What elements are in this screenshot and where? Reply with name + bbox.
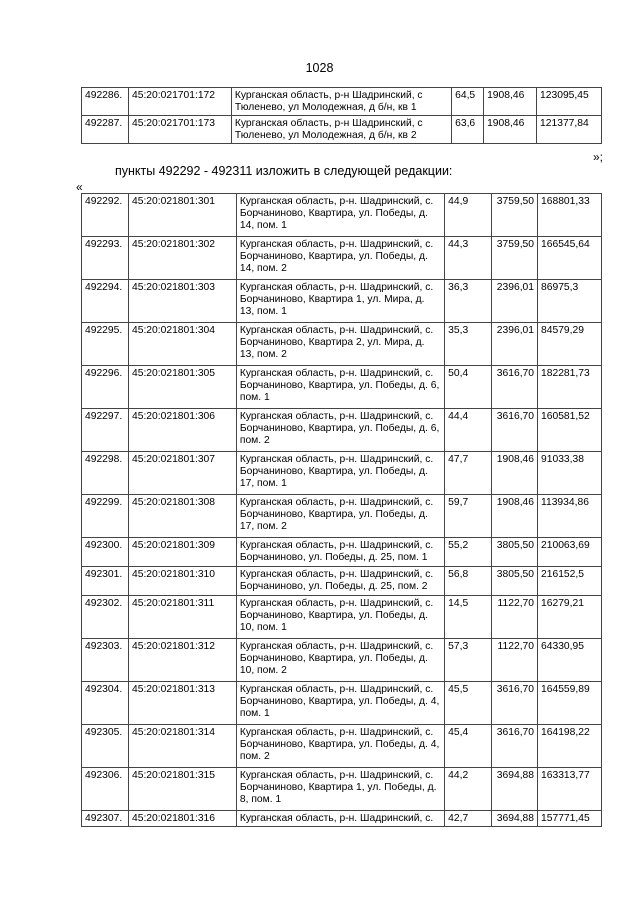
table-row xyxy=(82,452,602,495)
cell-cadastral: 45:20:021801:313 xyxy=(128,682,236,725)
cell-area: 42,7 xyxy=(445,811,492,827)
cell-number: 492304. xyxy=(82,682,129,725)
cell-number: 492293. xyxy=(82,237,129,280)
cell-cadastral: 45:20:021801:306 xyxy=(128,409,236,452)
cell-area: 44,4 xyxy=(445,409,492,452)
table-row xyxy=(82,596,602,639)
cell-address: Курганская область, р-н. Шадринский, с. Борчаниново, Квартира, ул. Победы, д. 14, пом. 2 xyxy=(236,237,444,280)
table-row xyxy=(82,237,602,280)
cell-number: 492302. xyxy=(82,596,129,639)
cell-price: 1908,46 xyxy=(492,452,538,495)
cell-address: Курганская область, р-н. Шадринский, с. Борчаниново, Квартира, ул. Победы, д. 17, пом. 1 xyxy=(236,452,444,495)
cell-number: 492292. xyxy=(82,194,129,237)
cell-address: Курганская область, р-н. Шадринский, с. Борчаниново, Квартира, ул. Победы, д. 6, пом. 2 xyxy=(236,409,444,452)
table-row xyxy=(82,682,602,725)
table-row xyxy=(82,639,602,682)
cell-cadastral: 45:20:021801:307 xyxy=(128,452,236,495)
cell-cadastral: 45:20:021801:309 xyxy=(128,538,236,567)
cell-cadastral: 45:20:021801:316 xyxy=(128,811,236,827)
cell-area: 45,5 xyxy=(445,682,492,725)
cell-price: 3805,50 xyxy=(492,538,538,567)
cell-number: 492295. xyxy=(82,323,129,366)
cell-address: Курганская область, р-н. Шадринский, с. Борчаниново, ул. Победы, д. 25, пом. 1 xyxy=(236,538,444,567)
cell-price: 3616,70 xyxy=(492,682,538,725)
page-number: 1028 xyxy=(305,61,334,75)
table-row xyxy=(82,725,602,768)
cell-number: 492305. xyxy=(82,725,129,768)
cell-price: 3616,70 xyxy=(492,725,538,768)
cell-address: Курганская область, р-н. Шадринский, с. Борчаниново, Квартира, ул. Победы, д. 4, пом. 2 xyxy=(236,725,444,768)
cell-total: 91033,38 xyxy=(538,452,602,495)
cell-address: Курганская область, р-н. Шадринский, с. Борчаниново, Квартира, ул. Победы, д. 6, пом. 1 xyxy=(236,366,444,409)
cell-address: Курганская область, р-н. Шадринский, с. xyxy=(236,811,444,827)
cell-number: 492286. xyxy=(82,88,129,116)
cell-cadastral: 45:20:021801:312 xyxy=(128,639,236,682)
closing-quote: »; xyxy=(593,150,604,164)
table-main xyxy=(81,193,602,827)
cell-number: 492301. xyxy=(82,567,129,596)
cell-cadastral: 45:20:021801:304 xyxy=(128,323,236,366)
cell-cadastral: 45:20:021801:305 xyxy=(128,366,236,409)
table-row xyxy=(82,495,602,538)
cell-price: 3616,70 xyxy=(492,409,538,452)
cell-total: 123095,45 xyxy=(537,88,602,116)
cell-area: 44,3 xyxy=(445,237,492,280)
table-row xyxy=(82,538,602,567)
cell-address: Курганская область, р-н Шадринский, с Тюленево, ул Молодежная, д б/н, кв 2 xyxy=(231,116,451,144)
table-row xyxy=(82,88,602,116)
cell-cadastral: 45:20:021801:315 xyxy=(128,768,236,811)
cell-total: 113934,86 xyxy=(538,495,602,538)
cell-price: 3694,88 xyxy=(492,768,538,811)
cell-number: 492294. xyxy=(82,280,129,323)
cell-price: 1908,46 xyxy=(492,495,538,538)
cell-number: 492303. xyxy=(82,639,129,682)
cell-total: 16279,21 xyxy=(538,596,602,639)
cell-cadastral: 45:20:021801:302 xyxy=(128,237,236,280)
cell-price: 1122,70 xyxy=(492,639,538,682)
cell-price: 3694,88 xyxy=(492,811,538,827)
cell-cadastral: 45:20:021801:301 xyxy=(128,194,236,237)
cell-price: 2396,01 xyxy=(492,280,538,323)
cell-area: 56,8 xyxy=(445,567,492,596)
cell-total: 182281,73 xyxy=(538,366,602,409)
cell-price: 3616,70 xyxy=(492,366,538,409)
cell-price: 3805,50 xyxy=(492,567,538,596)
cell-area: 64,5 xyxy=(452,88,484,116)
cell-total: 168801,33 xyxy=(538,194,602,237)
cell-address: Курганская область, р-н. Шадринский, с. Борчаниново, Квартира, ул. Победы, д. 10, пом. 2 xyxy=(236,639,444,682)
cell-area: 14,5 xyxy=(445,596,492,639)
instruction-text: пункты 492292 - 492311 изложить в следующей редакции: xyxy=(115,164,453,178)
cell-total: 86975,3 xyxy=(538,280,602,323)
cell-total: 216152,5 xyxy=(538,567,602,596)
cell-total: 164198,22 xyxy=(538,725,602,768)
table-row xyxy=(82,409,602,452)
cell-price: 1122,70 xyxy=(492,596,538,639)
cell-area: 57,3 xyxy=(445,639,492,682)
cell-number: 492298. xyxy=(82,452,129,495)
cell-number: 492307. xyxy=(82,811,129,827)
cell-price: 3759,50 xyxy=(492,237,538,280)
cell-total: 157771,45 xyxy=(538,811,602,827)
cell-number: 492287. xyxy=(82,116,129,144)
cell-total: 160581,52 xyxy=(538,409,602,452)
cell-area: 63,6 xyxy=(452,116,484,144)
cell-area: 59,7 xyxy=(445,495,492,538)
cell-total: 84579,29 xyxy=(538,323,602,366)
cell-price: 3759,50 xyxy=(492,194,538,237)
cell-total: 64330,95 xyxy=(538,639,602,682)
cell-total: 164559,89 xyxy=(538,682,602,725)
cell-address: Курганская область, р-н. Шадринский, с. Борчаниново, Квартира, ул. Победы, д. 10, пом. 1 xyxy=(236,596,444,639)
cell-total: 166545,64 xyxy=(538,237,602,280)
cell-number: 492296. xyxy=(82,366,129,409)
cell-cadastral: 45:20:021801:308 xyxy=(128,495,236,538)
opening-quote: « xyxy=(76,180,83,194)
cell-cadastral: 45:20:021801:314 xyxy=(128,725,236,768)
cell-area: 55,2 xyxy=(445,538,492,567)
cell-cadastral: 45:20:021801:303 xyxy=(128,280,236,323)
cell-total: 121377,84 xyxy=(537,116,602,144)
table-row xyxy=(82,280,602,323)
cell-number: 492300. xyxy=(82,538,129,567)
table-row xyxy=(82,768,602,811)
table-row xyxy=(82,567,602,596)
cell-address: Курганская область, р-н. Шадринский, с. Борчаниново, Квартира 1, ул. Победы, д. 8, пом. 1 xyxy=(236,768,444,811)
table-row xyxy=(82,811,602,827)
cell-area: 36,3 xyxy=(445,280,492,323)
cell-number: 492299. xyxy=(82,495,129,538)
cell-total: 163313,77 xyxy=(538,768,602,811)
cell-address: Курганская область, р-н. Шадринский, с. Борчаниново, Квартира 1, ул. Мира, д. 13, пом. 1 xyxy=(236,280,444,323)
cell-total: 210063,69 xyxy=(538,538,602,567)
table-top xyxy=(81,87,602,144)
cell-area: 44,9 xyxy=(445,194,492,237)
cell-cadastral: 45:20:021801:310 xyxy=(128,567,236,596)
cell-cadastral: 45:20:021801:311 xyxy=(128,596,236,639)
cell-price: 1908,46 xyxy=(484,116,537,144)
cell-area: 44,2 xyxy=(445,768,492,811)
table-row xyxy=(82,366,602,409)
cell-address: Курганская область, р-н. Шадринский, с. Борчаниново, Квартира 2, ул. Мира, д. 13, пом. 2 xyxy=(236,323,444,366)
cell-number: 492297. xyxy=(82,409,129,452)
cell-area: 47,7 xyxy=(445,452,492,495)
cell-area: 45,4 xyxy=(445,725,492,768)
cell-area: 50,4 xyxy=(445,366,492,409)
cell-price: 2396,01 xyxy=(492,323,538,366)
cell-address: Курганская область, р-н. Шадринский, с. Борчаниново, ул. Победы, д. 25, пом. 2 xyxy=(236,567,444,596)
table-row xyxy=(82,116,602,144)
cell-price: 1908,46 xyxy=(484,88,537,116)
cell-address: Курганская область, р-н Шадринский, с Тюленево, ул Молодежная, д б/н, кв 1 xyxy=(231,88,451,116)
table-row xyxy=(82,323,602,366)
cell-cadastral: 45:20:021701:173 xyxy=(128,116,231,144)
cell-area: 35,3 xyxy=(445,323,492,366)
cell-address: Курганская область, р-н. Шадринский, с. Борчаниново, Квартира, ул. Победы, д. 4, пом. 1 xyxy=(236,682,444,725)
cell-address: Курганская область, р-н. Шадринский, с. Борчаниново, Квартира, ул. Победы, д. 17, пом. 2 xyxy=(236,495,444,538)
cell-number: 492306. xyxy=(82,768,129,811)
cell-address: Курганская область, р-н. Шадринский, с. Борчаниново, Квартира, ул. Победы, д. 14, пом. 1 xyxy=(236,194,444,237)
table-row xyxy=(82,194,602,237)
cell-cadastral: 45:20:021701:172 xyxy=(128,88,231,116)
